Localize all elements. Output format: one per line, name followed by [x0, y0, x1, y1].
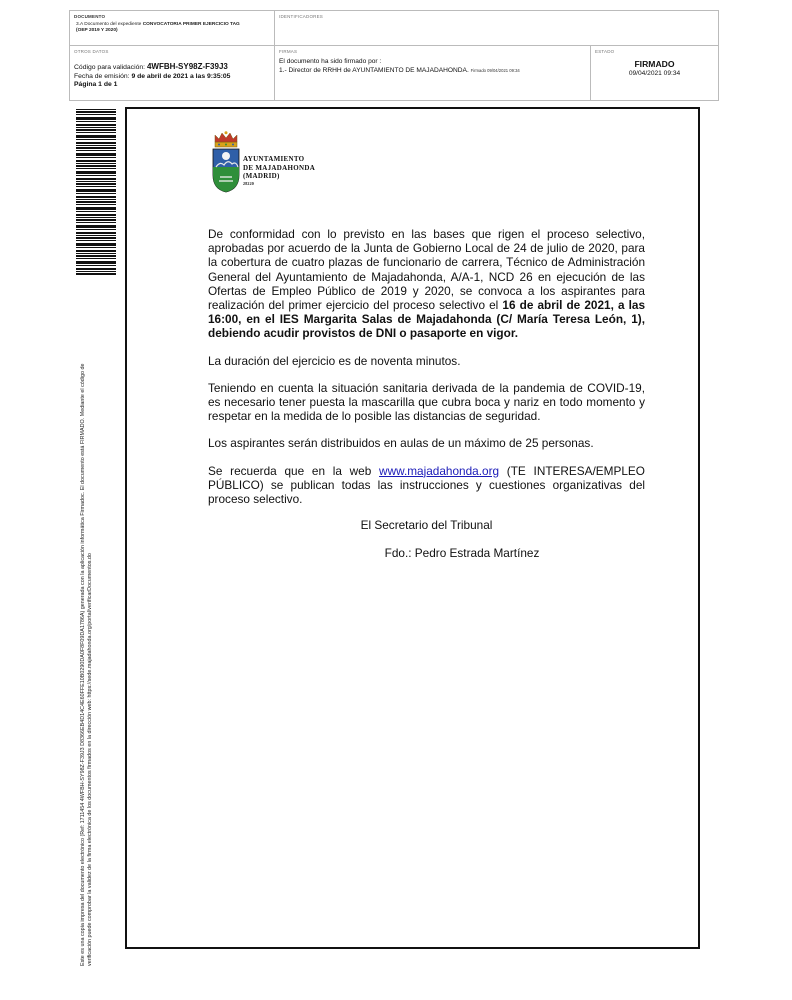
- side-text-line2: verificación puede comprobar la validez de la firma electrónica de los documentos firmados en la dirección web: https://sede.majadahonda.org/portal/verificarDocumentos.do: [86, 553, 93, 966]
- barcode-bar: [76, 193, 116, 194]
- barcode-bar: [76, 261, 116, 264]
- barcode-bar: [76, 178, 116, 180]
- barcode-bar: [76, 160, 116, 162]
- barcode-bar: [76, 163, 116, 164]
- barcode-bar: [76, 229, 116, 230]
- identificadores-label: IDENTIFICADORES: [279, 14, 324, 19]
- fecha-value: 9 de abril de 2021 a las 9:35:05: [131, 72, 231, 80]
- barcode-bar: [76, 111, 116, 113]
- documento-value: 3.A Documento del expediente CONVOCATORIA PRIMER EJERCICIO TAG (OEP 2019 Y 2020): [76, 22, 240, 33]
- ayuntamiento-logo-text: AYUNTAMIENTO DE MAJADAHONDA (MADRID) 28220: [243, 155, 316, 186]
- majadahonda-link[interactable]: www.majadahonda.org: [379, 463, 500, 478]
- exam-date-location: 16 de abril de 2021, a las 16:00, en el IES Margarita Salas de Majadahonda (C/ María Teresa León, 1), debiendo acudir provistos de DNI o pasaporte en vigor.: [208, 298, 646, 341]
- validation-code[interactable]: 4WFBH-SY98Z-F39J3: [146, 62, 228, 71]
- barcode-bar: [76, 165, 116, 167]
- barcode-bar: [76, 225, 116, 228]
- barcode-bar: [76, 258, 116, 259]
- barcode-bar: [76, 153, 116, 156]
- barcode-bar: [76, 247, 116, 248]
- paragraph-web: Se recuerda que en la web www.majadahonda.org (TE INTERESA/EMPLEO PÚBLICO) se publican todas las instrucciones y cuestiones organizativas del proceso selectivo.: [208, 463, 645, 507]
- barcode-bar: [76, 232, 116, 234]
- barcode-bar: [76, 273, 116, 275]
- barcode-bar: [76, 168, 116, 169]
- otros-datos-cell: [70, 46, 275, 101]
- side-text-line1: Este es una copia impresa del documento electrónico (Ref: 1711454 4WFBH-SY98Z-F39J3 D8366EB4D14C4E60FFE10B0290DA0F8F09DA1786A) generada con la aplicación informática Firmadoc. El documento está FIRMADO. Mediante el código de: [80, 363, 86, 966]
- page-count: Página 1 de 1: [74, 81, 118, 88]
- paragraph-convocatoria: De conformidad con lo previsto en las bases que rigen el proceso selectivo, aprobadas por acuerdo de la Junta de Gobierno Local de 24 de julio de 2020, para la cobertura de cuatro plazas de funcionario de carrera, Técnico de Administración General del Ayuntamiento de Majadahonda, A/A-1, NCD 26 en ejecución de las Ofertas de Empleo Público de 2019 y 2020, se convoca a los aspirantes para realización del primer ejercicio del proceso selectivo el 16 de abril de 2021, a las 16:00, en el IES Margarita Salas de Majadahonda (C/ María Teresa León, 1), debiendo acudir provistos de DNI o pasaporte en vigor.: [208, 227, 646, 341]
- barcode-bar: [76, 145, 116, 146]
- barcode-bar: [76, 255, 116, 257]
- barcode-bar: [76, 132, 116, 133]
- barcode-bar: [76, 183, 116, 185]
- estado-status: FIRMADO: [634, 59, 675, 69]
- barcode-bar: [76, 240, 116, 241]
- barcode-bar: [76, 265, 116, 266]
- documento-cell: [70, 11, 275, 46]
- barcode-bar: [76, 127, 116, 128]
- barcode-bar: [76, 175, 116, 176]
- barcode-bar: [76, 114, 116, 115]
- documento-label: DOCUMENTO: [74, 14, 106, 19]
- firmas-line2: 1.- Director de RRHH de AYUNTAMIENTO DE MAJADAHONDA.: [279, 66, 469, 74]
- barcode-bar: [76, 135, 116, 138]
- fecha-label: Fecha de emisión:: [74, 72, 130, 80]
- codigo-label: Código para validación:: [74, 64, 146, 71]
- signer-title: El Secretario del Tribunal: [360, 518, 493, 532]
- barcode-bar: [76, 117, 116, 120]
- verification-side-text: [80, 364, 93, 966]
- firmas-cell: [275, 46, 591, 101]
- barcode-bar: [76, 189, 116, 192]
- barcode-bar: [76, 199, 116, 200]
- barcode-bar: [76, 124, 116, 126]
- barcode-bar: [76, 147, 116, 149]
- barcode-bar: [76, 207, 116, 210]
- barcode-bar: [76, 142, 116, 144]
- barcode-bar: [76, 204, 116, 205]
- identificadores-cell: [275, 11, 718, 46]
- estado-cell: [591, 46, 718, 101]
- firmas-small: Firmado 09/04/2021 09:34: [470, 67, 520, 73]
- paragraph-covid: Teniendo en cuenta la situación sanitaria derivada de la pandemia de COVID-19, es necesario tener puesta la mascarilla que cubra boca y nariz en todo momento y respetar en la medida de lo posible las distancias de seguridad.: [208, 380, 645, 424]
- barcode-bar: [76, 217, 116, 218]
- barcode-bar: [76, 235, 116, 236]
- barcode-bar: [76, 181, 116, 182]
- otros-datos-label: OTROS DATOS: [74, 49, 109, 54]
- barcode-bar: [76, 243, 116, 246]
- barcode-bar: [76, 211, 116, 212]
- documento-title: CONVOCATORIA PRIMER EJERCICIO TAG: [142, 22, 240, 27]
- firmas-label: FIRMAS: [279, 49, 298, 54]
- barcode-bar: [76, 129, 116, 131]
- documento-sub: (OEP 2019 Y 2020): [76, 28, 118, 33]
- barcode-icon: [76, 109, 116, 276]
- paragraph-aulas: Los aspirantes serán distribuidos en aulas de un máximo de 25 personas.: [208, 436, 594, 451]
- firmas-line1: El documento ha sido firmado por :: [279, 58, 382, 65]
- estado-label: ESTADO: [595, 49, 615, 54]
- coat-of-arms-icon: [210, 131, 242, 193]
- document-header: [69, 10, 719, 101]
- barcode-bar: [76, 157, 116, 158]
- barcode-bar: [76, 186, 116, 187]
- barcode-bar: [76, 150, 116, 151]
- barcode-bar: [76, 201, 116, 203]
- barcode-bar: [76, 271, 116, 272]
- barcode-bar: [76, 121, 116, 122]
- barcode-bar: [76, 268, 116, 270]
- barcode-bar: [76, 171, 116, 174]
- barcode-bar: [76, 214, 116, 216]
- signer-name: Fdo.: Pedro Estrada Martínez: [384, 546, 540, 560]
- estado-date: 09/04/2021 09:34: [628, 70, 681, 77]
- barcode-bar: [76, 219, 116, 221]
- document-body: [208, 227, 645, 519]
- barcode-bar: [76, 250, 116, 252]
- barcode-bar: [76, 222, 116, 223]
- paragraph-duracion: La duración del ejercicio es de noventa minutos.: [208, 353, 461, 368]
- barcode-bar: [76, 139, 116, 140]
- barcode-bar: [76, 109, 116, 110]
- barcode-bar: [76, 196, 116, 198]
- barcode-bar: [76, 237, 116, 239]
- barcode-bar: [76, 253, 116, 254]
